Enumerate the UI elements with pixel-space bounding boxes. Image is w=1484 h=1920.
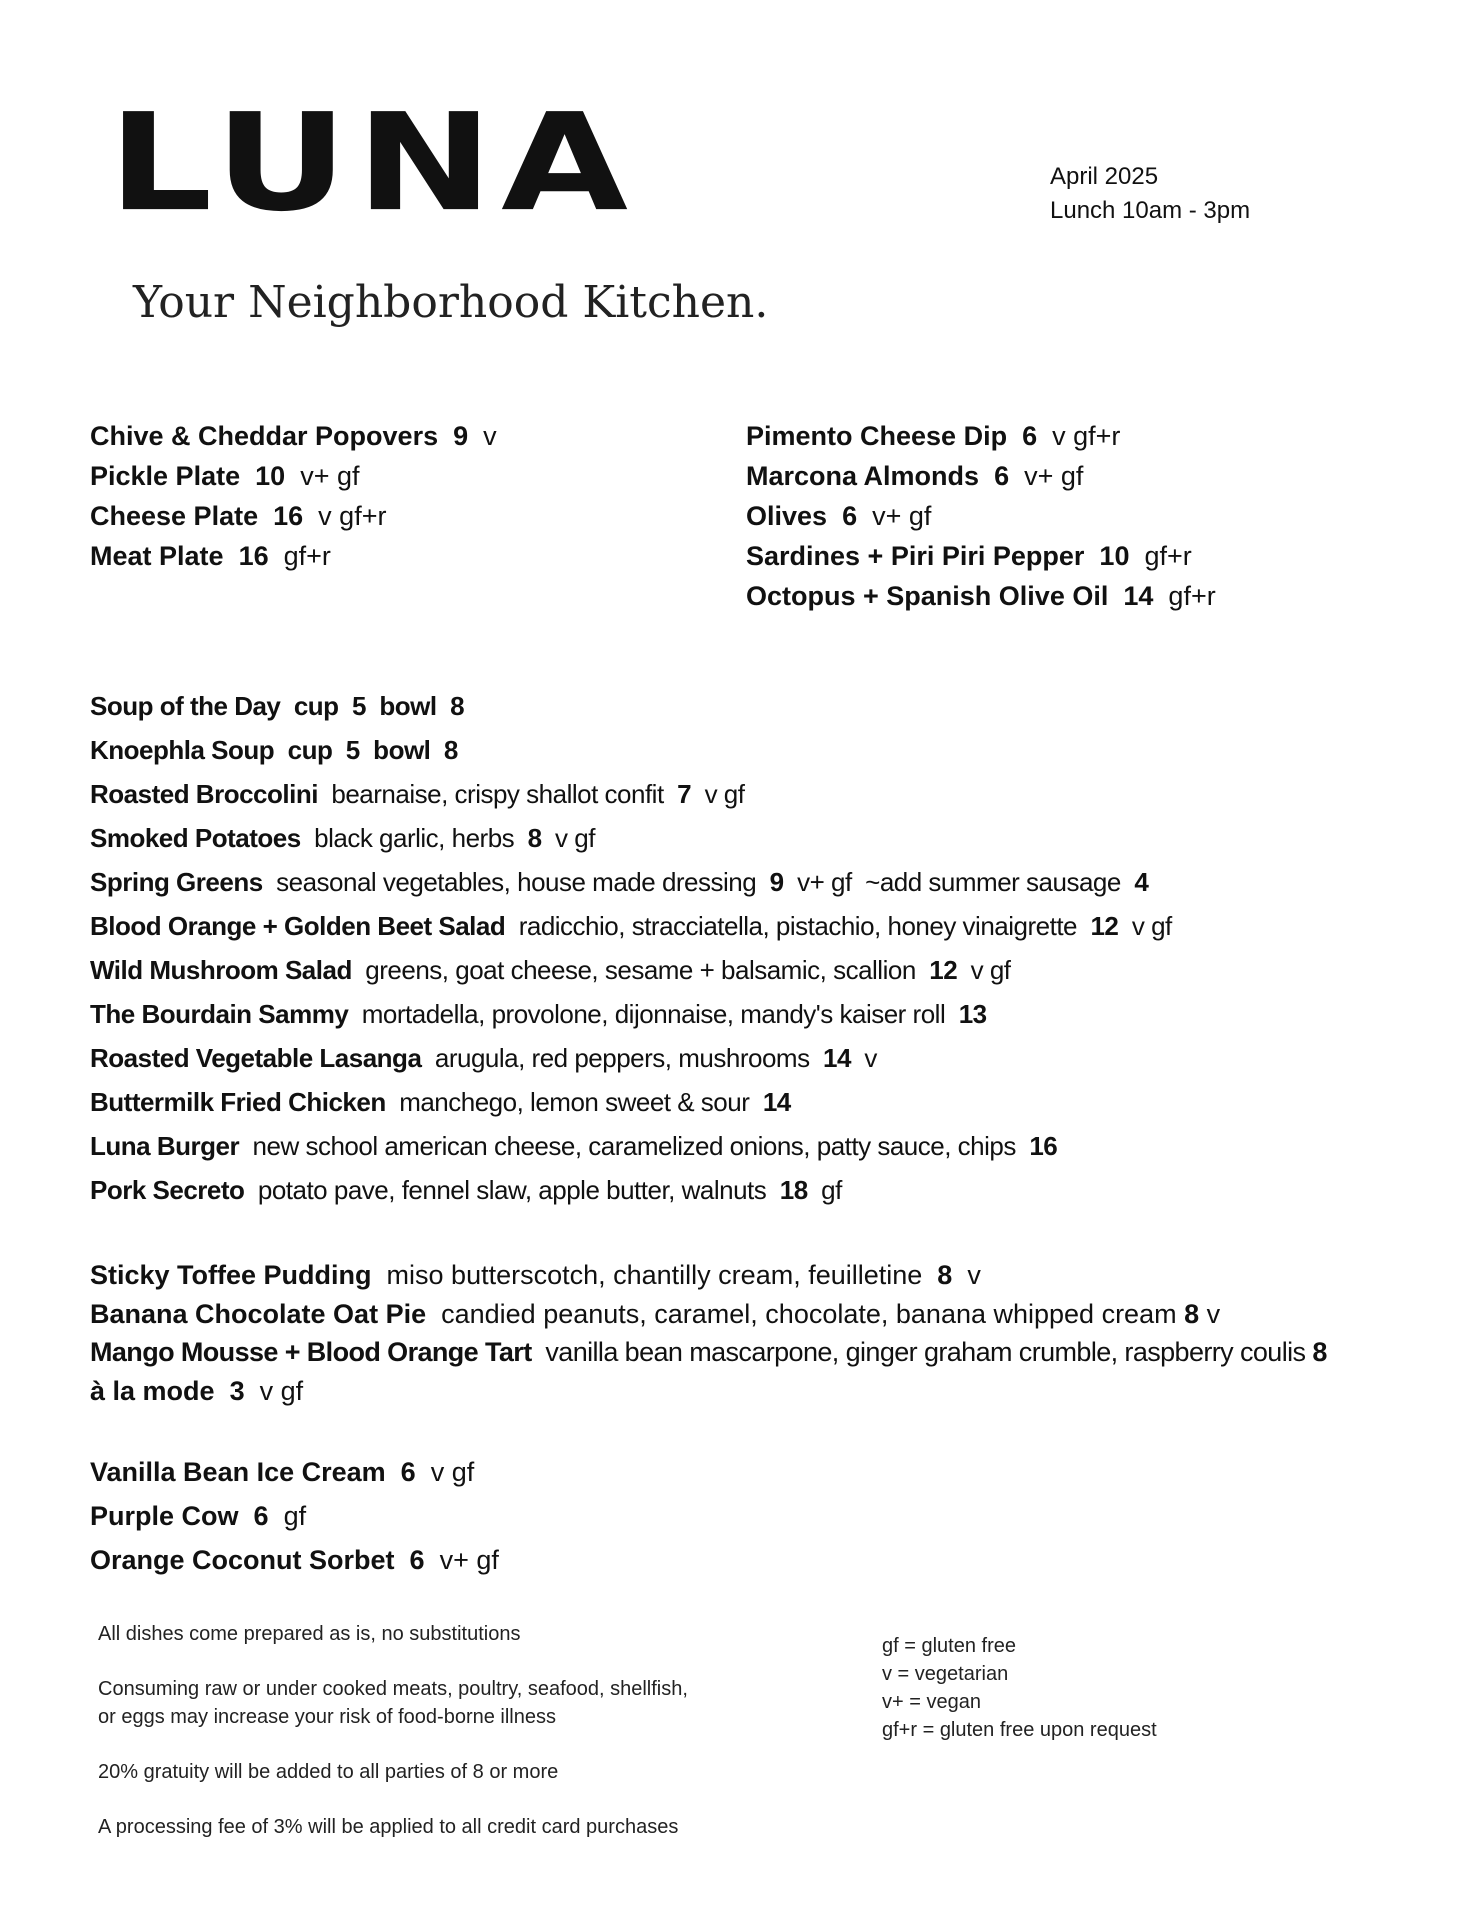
item-price: 12 <box>1090 911 1119 941</box>
item-price: 9 <box>769 867 784 897</box>
item-tags: v+ gf <box>797 867 852 897</box>
legend-gf: gf = gluten free <box>882 1635 1016 1657</box>
item-name: Mango Mousse + Blood Orange Tart <box>90 1337 532 1367</box>
legend-gf-request: gf+r = gluten free upon request <box>882 1719 1157 1741</box>
menu-item <box>90 684 1172 728</box>
item-tags: v gf+r <box>1052 421 1121 451</box>
item-price: 14 <box>823 1043 851 1073</box>
item-desc: miso butterscotch, chantilly cream, feuilletine <box>386 1260 923 1290</box>
menu-date: April 2025 <box>1050 163 1159 190</box>
item-price: 6 <box>409 1545 425 1575</box>
item-price: 6 <box>994 461 1010 491</box>
menu-item <box>90 860 1172 904</box>
item-price: 6 <box>842 501 858 531</box>
item-tags: v+ gf <box>1024 461 1084 491</box>
item-tags: gf+r <box>1144 541 1192 571</box>
menu-item <box>90 992 1172 1036</box>
item-name: Cheese Plate <box>90 501 259 531</box>
item-desc: radicchio, stracciatella, pistachio, honey vinaigrette <box>518 911 1078 941</box>
item-desc: potato pave, fennel slaw, apple butter, walnuts <box>257 1175 767 1205</box>
ice-cream-list <box>90 1450 499 1582</box>
item-price: 8 <box>527 823 542 853</box>
menu-item <box>90 948 1172 992</box>
menu-item <box>746 576 1216 616</box>
item-name: à la mode <box>90 1375 215 1406</box>
menu-item <box>90 1450 499 1494</box>
item-tags: gf <box>283 1501 307 1531</box>
menu-item <box>90 456 497 496</box>
item-tags: v+ gf <box>872 501 932 531</box>
dietary-legend <box>882 1632 1157 1744</box>
item-desc: candied peanuts, caramel, chocolate, banana whipped cream <box>441 1298 1177 1329</box>
item-name: Roasted Vegetable Lasanga <box>90 1043 422 1073</box>
menu-item <box>746 536 1216 576</box>
item-price: 8 <box>1184 1298 1200 1329</box>
item-price: 18 <box>779 1175 808 1205</box>
item-name: The Bourdain Sammy <box>90 999 349 1029</box>
item-name: Knoephla Soup cup 5 bowl 8 <box>90 735 458 765</box>
menu-meta <box>1050 160 1250 228</box>
item-tags: v gf <box>259 1375 304 1406</box>
restaurant-logo: LUNA <box>108 84 637 242</box>
item-tags: v <box>864 1043 877 1073</box>
menu-item <box>90 772 1172 816</box>
menu-item <box>90 1538 499 1582</box>
menu-item <box>90 816 1172 860</box>
item-desc: arugula, red peppers, mushrooms <box>434 1043 810 1073</box>
appetizers-left-list <box>90 416 497 576</box>
item-name: Meat Plate <box>90 541 224 571</box>
processing-fee-note: A processing fee of 3% will be applied to all credit card purchases <box>98 1816 679 1838</box>
item-price: 14 <box>1123 581 1154 611</box>
menu-item <box>90 1295 1327 1334</box>
item-desc: vanilla bean mascarpone, ginger graham crumble, raspberry coulis <box>545 1337 1306 1367</box>
item-tags: gf+r <box>1168 581 1216 611</box>
item-name: Olives <box>746 501 828 531</box>
raw-food-warning-line: Consuming raw or under cooked meats, poultry, seafood, shellfish, <box>98 1678 688 1700</box>
item-price: 10 <box>255 461 286 491</box>
item-price: 8 <box>937 1260 953 1290</box>
mains-list <box>90 684 1172 1212</box>
item-name: Blood Orange + Golden Beet Salad <box>90 911 506 941</box>
item-name: Roasted Broccolini <box>90 779 318 809</box>
item-desc: greens, goat cheese, sesame + balsamic, scallion <box>365 955 916 985</box>
item-price: 3 <box>229 1375 245 1406</box>
item-name: Chive & Cheddar Popovers <box>90 421 439 451</box>
menu-item <box>90 728 1172 772</box>
raw-food-warning <box>98 1675 688 1731</box>
item-tags: v gf <box>555 823 595 853</box>
item-tags: v gf <box>704 779 745 809</box>
item-price: 7 <box>677 779 692 809</box>
item-price: 10 <box>1099 541 1130 571</box>
item-name: Pork Secreto <box>90 1175 245 1205</box>
item-desc: bearnaise, crispy shallot confit <box>331 779 664 809</box>
item-desc: new school american cheese, caramelized onions, patty sauce, chips <box>252 1131 1016 1161</box>
item-name: Octopus + Spanish Olive Oil <box>746 581 1109 611</box>
item-price: 16 <box>1029 1131 1058 1161</box>
menu-item <box>746 416 1216 456</box>
item-name: Luna Burger <box>90 1131 240 1161</box>
item-name: Marcona Almonds <box>746 461 980 491</box>
item-addon: ~add summer sausage <box>865 867 1121 897</box>
item-price: 12 <box>929 955 958 985</box>
item-name: Soup of the Day cup 5 bowl 8 <box>90 691 465 721</box>
raw-food-warning-line: or eggs may increase your risk of food-borne illness <box>98 1706 556 1728</box>
gratuity-note: 20% gratuity will be added to all parties of 8 or more <box>98 1761 559 1783</box>
appetizers-right-list <box>746 416 1216 616</box>
item-price: 16 <box>273 501 304 531</box>
item-tags: v+ gf <box>439 1545 499 1575</box>
menu-hours: Lunch 10am - 3pm <box>1050 197 1251 224</box>
item-tags: v <box>483 421 497 451</box>
item-name: Vanilla Bean Ice Cream <box>90 1457 386 1487</box>
fine-print <box>98 1620 688 1841</box>
menu-item <box>90 1124 1172 1168</box>
item-tags: v gf <box>970 955 1011 985</box>
item-desc: manchego, lemon sweet & sour <box>399 1087 750 1117</box>
item-tags: v+ gf <box>300 461 360 491</box>
menu-item <box>90 536 497 576</box>
item-desc: mortadella, provolone, dijonnaise, mandy's kaiser roll <box>361 999 946 1029</box>
menu-item <box>90 1256 1327 1295</box>
item-name: Sardines + Piri Piri Pepper <box>746 541 1085 571</box>
desserts-list <box>90 1256 1327 1410</box>
no-substitutions-note: All dishes come prepared as is, no substitutions <box>98 1623 521 1645</box>
menu-item <box>90 1333 1327 1372</box>
item-tags: v <box>1206 1298 1221 1329</box>
item-addon-price: 4 <box>1134 867 1149 897</box>
item-price: 8 <box>1312 1337 1327 1367</box>
item-price: 14 <box>762 1087 791 1117</box>
menu-item <box>746 496 1216 536</box>
menu-item <box>90 1494 499 1538</box>
menu-item <box>90 1080 1172 1124</box>
item-name: Spring Greens <box>90 867 263 897</box>
item-name: Pimento Cheese Dip <box>746 421 1008 451</box>
legend-vegan: v+ = vegan <box>882 1691 981 1713</box>
item-desc: seasonal vegetables, house made dressing <box>276 867 757 897</box>
item-tags: v gf+r <box>318 501 387 531</box>
item-tags: gf <box>821 1175 842 1205</box>
legend-v: v = vegetarian <box>882 1663 1009 1685</box>
item-price: 6 <box>253 1501 269 1531</box>
menu-item <box>90 904 1172 948</box>
menu-item <box>90 496 497 536</box>
item-tags: v <box>967 1260 981 1290</box>
item-name: Wild Mushroom Salad <box>90 955 352 985</box>
menu-item <box>90 1036 1172 1080</box>
tagline: Your Neighborhood Kitchen. <box>133 277 769 328</box>
menu-item <box>90 416 497 456</box>
item-desc: black garlic, herbs <box>314 823 515 853</box>
menu-item <box>746 456 1216 496</box>
item-tags: v gf <box>1131 911 1172 941</box>
item-tags: gf+r <box>283 541 331 571</box>
item-price: 16 <box>238 541 269 571</box>
item-name: Pickle Plate <box>90 461 241 491</box>
menu-item <box>90 1372 1327 1411</box>
menu-item <box>90 1168 1172 1212</box>
item-tags: v gf <box>430 1457 475 1487</box>
item-price: 9 <box>453 421 469 451</box>
item-name: Smoked Potatoes <box>90 823 301 853</box>
item-name: Orange Coconut Sorbet <box>90 1545 395 1575</box>
item-name: Purple Cow <box>90 1501 239 1531</box>
item-name: Buttermilk Fried Chicken <box>90 1087 386 1117</box>
item-name: Sticky Toffee Pudding <box>90 1260 372 1290</box>
item-name: Banana Chocolate Oat Pie <box>90 1298 427 1329</box>
item-price: 6 <box>1022 421 1038 451</box>
item-price: 13 <box>958 999 987 1029</box>
item-price: 6 <box>400 1457 416 1487</box>
